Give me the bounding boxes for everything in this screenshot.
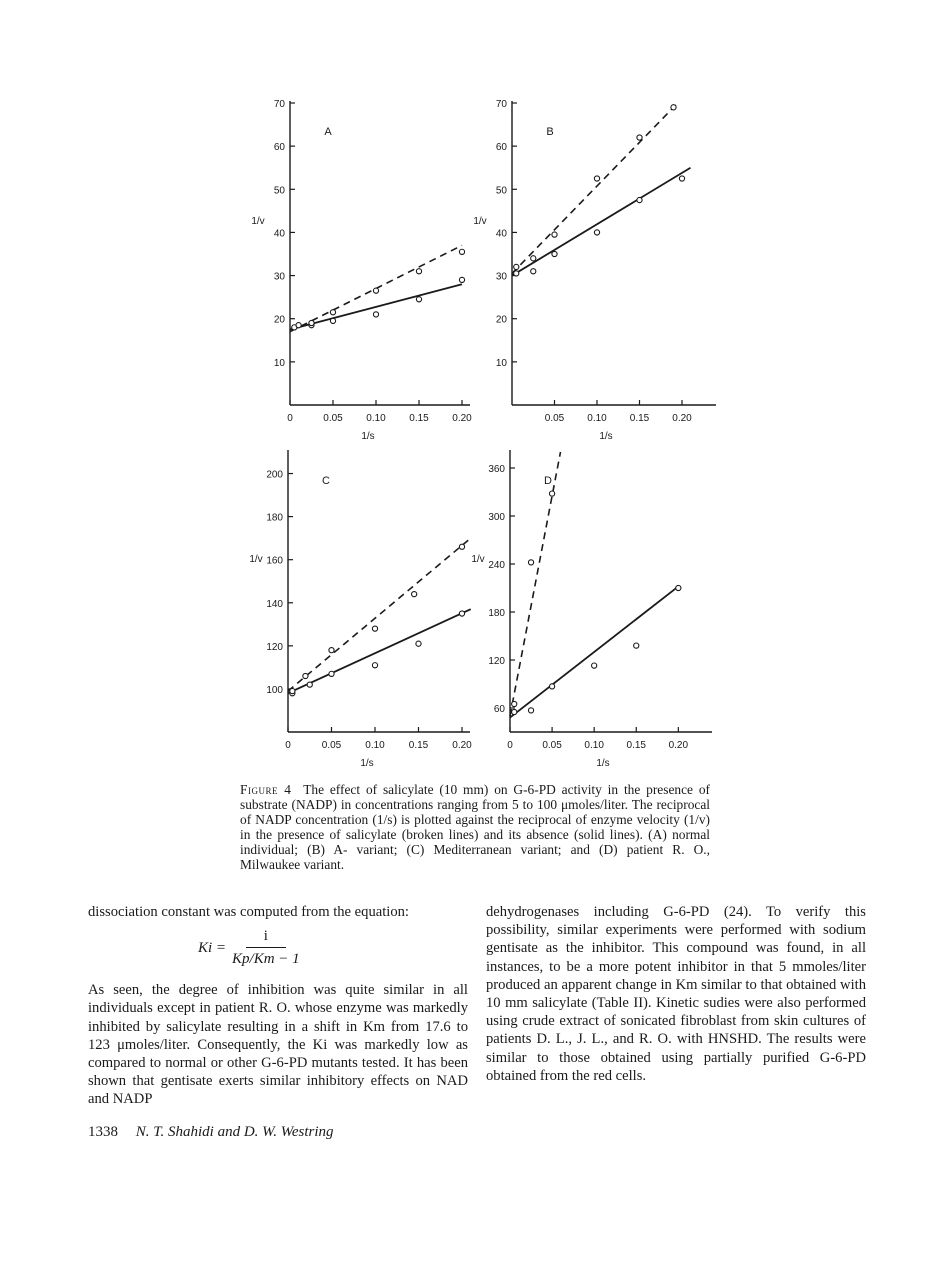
left-column <box>88 903 468 1109</box>
y-tick-label: 240 <box>488 560 505 571</box>
panel-label: C <box>322 475 330 487</box>
solid-line-b <box>512 168 691 276</box>
y-tick-label: 70 <box>273 99 285 110</box>
dashed-point <box>459 544 464 549</box>
solid-point <box>373 312 378 317</box>
y-tick-label: 140 <box>266 598 283 610</box>
solid-line-c <box>288 609 471 693</box>
dashed-point <box>512 701 517 706</box>
y-tick-label: 200 <box>266 469 283 481</box>
solid-point <box>372 663 377 668</box>
solid-point <box>416 641 421 646</box>
x-tick-label: 0.15 <box>626 740 646 751</box>
x-tick-label: 0.10 <box>584 740 604 751</box>
right-paragraph: dehydrogenases including G-6-PD (24). To verify this possibility, similar experiments were performed with sodium gentisate as the inhibitor. This compound was found, in all instances, to be a more potent inhibitor in that 5 mmoles/liter produced an apparent change in Km similar to that obtained with 10 mm salicylate (Table II). Kinetic sudies were also performed using crude extract of sonicated fibroblast from skin cultures of patients D. L., J. L., and R. O. with HNSHD. The results were similar to those obtained using partially purified G-6-PD obtained from the red cells. <box>486 904 866 1084</box>
y-tick-label: 360 <box>488 464 505 475</box>
dashed-point <box>416 269 421 274</box>
solid-point <box>531 269 536 274</box>
x-tick-label: 0.10 <box>587 413 607 424</box>
dashed-point <box>372 626 377 631</box>
footer-authors: N. T. Shahidi and D. W. Westring <box>135 1124 334 1140</box>
equation <box>88 921 468 981</box>
solid-point <box>637 197 642 202</box>
dashed-point <box>309 320 314 325</box>
dashed-point <box>459 249 464 254</box>
x-tick-label: 0.05 <box>321 740 342 751</box>
x-tick-label: 0.20 <box>452 740 472 751</box>
equation-denominator: Kp/Km − 1 <box>232 951 300 968</box>
y-axis-label: 1/v <box>473 216 487 227</box>
y-tick-label: 300 <box>488 512 505 523</box>
x-tick-label: 0 <box>285 740 291 751</box>
y-tick-label: 10 <box>495 357 507 369</box>
y-tick-label: 40 <box>273 228 285 240</box>
solid-point <box>634 643 639 648</box>
x-tick-label: 0.05 <box>323 413 343 424</box>
y-tick-label: 120 <box>488 656 505 667</box>
panel-a <box>290 101 470 405</box>
solid-point <box>552 251 557 256</box>
dashed-point <box>637 135 642 140</box>
dashed-point <box>671 105 676 110</box>
dashed-point <box>552 232 557 237</box>
solid-point <box>459 277 464 282</box>
dashed-point <box>330 310 335 315</box>
solid-point <box>549 684 554 689</box>
x-tick-label: 0.15 <box>409 413 429 424</box>
x-tick-label: 0 <box>507 740 513 751</box>
x-tick-label: 0 <box>287 413 293 424</box>
y-tick-label: 50 <box>495 185 507 197</box>
caption-label: Figure 4 <box>240 782 292 797</box>
right-column <box>486 903 866 1085</box>
panel-label: B <box>546 126 554 138</box>
x-axis-label: 1/s <box>360 758 374 769</box>
solid-point <box>676 585 681 590</box>
dashed-point <box>329 648 334 653</box>
y-tick-label: 180 <box>266 512 283 524</box>
y-tick-label: 70 <box>495 99 507 110</box>
y-tick-label: 100 <box>266 684 283 696</box>
solid-point <box>307 682 312 687</box>
solid-line-d <box>510 586 678 717</box>
panel-d <box>510 450 712 732</box>
x-tick-label: 0.20 <box>672 413 692 424</box>
y-tick-label: 50 <box>273 185 285 197</box>
panel-b <box>512 101 716 405</box>
x-tick-label: 0.15 <box>408 740 429 751</box>
page-number: 1338 <box>88 1124 118 1140</box>
dashed-line-c <box>288 538 471 691</box>
dashed-point <box>303 673 308 678</box>
y-axis-label: 1/v <box>471 554 485 565</box>
solid-point <box>679 176 684 181</box>
x-axis-label: 1/s <box>361 431 375 442</box>
x-tick-label: 0.20 <box>668 740 689 751</box>
x-axis-label: 1/s <box>596 758 610 769</box>
x-tick-label: 0.05 <box>542 740 562 751</box>
y-tick-label: 60 <box>273 142 285 154</box>
dashed-point <box>531 256 536 261</box>
y-tick-label: 120 <box>266 641 283 653</box>
solid-point <box>592 663 597 668</box>
panel-label: A <box>324 126 332 138</box>
dashed-point <box>373 288 378 293</box>
solid-point <box>330 318 335 323</box>
y-axis-label: 1/v <box>251 216 265 227</box>
left-paragraph: As seen, the degree of inhibition was quite similar in all individuals except in patient R. O. whose enzyme was markedly inhibited by salicylate resulting in a shift in Km from 17.6 to 123 μmoles/liter. Consequently, the Ki was markedly low as compared to normal or other G-6-PD mutants tested. It has been shown that gentisate exerts similar inhibitory effects on NAD and NADP <box>88 982 468 1108</box>
y-axis-label: 1/v <box>249 554 263 565</box>
x-tick-label: 0.10 <box>365 740 385 751</box>
x-tick-label: 0.10 <box>366 413 386 424</box>
y-tick-label: 30 <box>273 271 285 283</box>
x-tick-label: 0.15 <box>629 413 650 424</box>
dashed-point <box>296 323 301 328</box>
dashed-point <box>412 592 417 597</box>
y-tick-label: 30 <box>495 271 507 283</box>
dashed-point <box>528 560 533 565</box>
x-axis-label: 1/s <box>599 431 613 442</box>
equation-lhs: Ki = <box>198 939 227 956</box>
y-tick-label: 40 <box>495 228 507 240</box>
y-tick-label: 20 <box>273 314 285 326</box>
solid-point <box>514 271 519 276</box>
y-tick-label: 20 <box>495 314 507 326</box>
solid-point <box>329 671 334 676</box>
x-tick-label: 0.05 <box>544 413 565 424</box>
panel-label: D <box>544 475 552 487</box>
y-tick-label: 60 <box>493 704 505 715</box>
y-tick-label: 60 <box>495 142 507 154</box>
y-tick-label: 160 <box>266 555 283 567</box>
dashed-point <box>549 491 554 496</box>
page-footer <box>88 1124 334 1141</box>
solid-point <box>459 611 464 616</box>
dashed-point <box>514 264 519 269</box>
left-intro: dissociation constant was computed from the equation: <box>88 904 409 920</box>
equation-numerator: i <box>246 927 286 948</box>
x-tick-label: 0.20 <box>452 413 472 424</box>
dashed-line-b <box>512 103 678 273</box>
dashed-point <box>290 688 295 693</box>
y-tick-label: 180 <box>488 608 505 619</box>
panel-c <box>288 450 471 732</box>
caption-text: The effect of salicylate (10 mm) on G-6-PD activity in the presence of substrate (NADP) in concentrations ranging from 5 to 100 μmoles/liter. The reciprocal of NADP concentration (1/s) is plotted against the reciprocal of enzyme velocity (1/v) in the presence of salicylate (broken lines) and its absence (solid lines). (A) normal individual; (B) A- variant; (C) Mediterranean variant; and (D) patient R. O., Milwaukee variant. <box>240 782 710 872</box>
y-tick-label: 10 <box>273 357 285 369</box>
figure-caption <box>240 782 710 872</box>
solid-point <box>594 230 599 235</box>
solid-point <box>416 297 421 302</box>
solid-point <box>528 708 533 713</box>
solid-point <box>512 709 517 714</box>
dashed-point <box>594 176 599 181</box>
